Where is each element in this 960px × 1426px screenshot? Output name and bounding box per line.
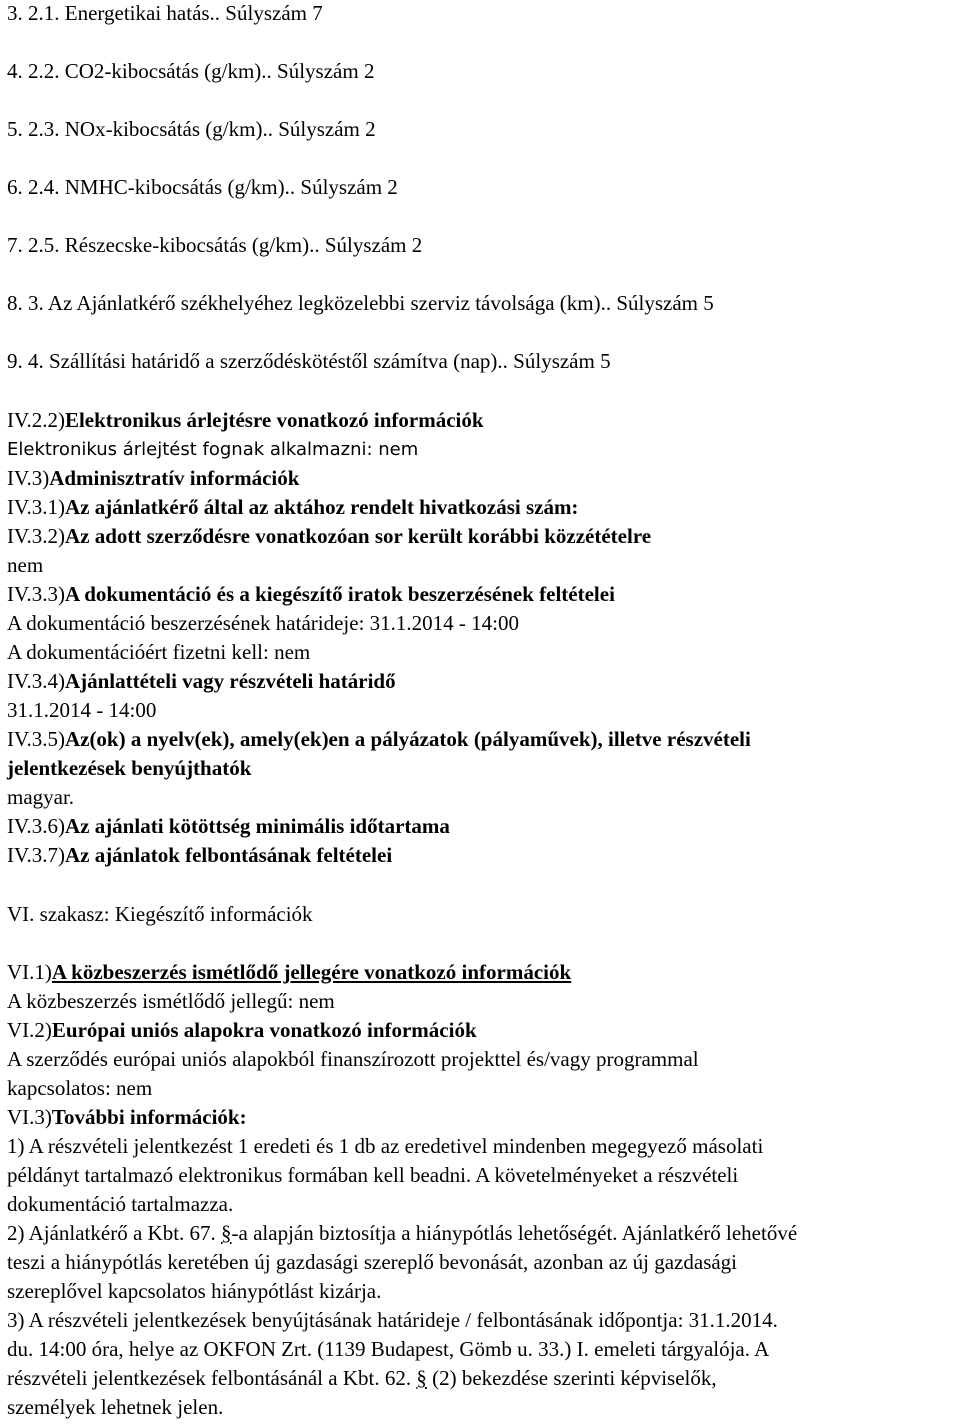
criterion-line: 8. 3. Az Ajánlatkérő székhelyéhez legközelebbi szerviz távolsága (km).. Súlyszám 5: [7, 291, 714, 315]
section-iv31-heading: [7, 494, 578, 520]
vi3-paragraph-line: [7, 1365, 717, 1391]
section-title: A közbeszerzés ismétlődő jellegére vonatkozó információk: [51, 960, 572, 984]
section-iv36-heading: [7, 813, 450, 839]
section-vi2-text: A szerződés európai uniós alapokból finanszírozott projekttel és/vagy programmal: [7, 1047, 699, 1071]
section-number: IV.3.5): [7, 727, 65, 751]
section-iv3-heading: [7, 465, 299, 491]
vi3-paragraph-line: dokumentáció tartalmazza.: [7, 1192, 234, 1216]
section-vi-heading: VI. szakasz: Kiegészítő információk: [7, 902, 313, 926]
text-fragment: -a alapján biztosítja a hiánypótlás lehetőségét. Ajánlatkérő lehetővé: [231, 1221, 798, 1245]
section-number: IV.3.7): [7, 843, 65, 867]
section-title: Az ajánlati kötöttség minimális időtartama: [64, 814, 450, 838]
section-title: Ajánlattételi vagy részvételi határidő: [64, 669, 396, 693]
section-number: IV.3.6): [7, 814, 65, 838]
section-title: Az ajánlatok felbontásának feltételei: [64, 843, 393, 867]
section-iv22-text: Elektronikus árlejtést fognak alkalmazni: nem: [7, 439, 419, 460]
section-title: Az adott szerződésre vonatkozóan sor került korábbi közzétételre: [64, 524, 652, 548]
section-title: Elektronikus árlejtésre vonatkozó információk: [64, 408, 484, 432]
vi3-paragraph-line: szereplővel kapcsolatos hiánypótlást kizárja.: [7, 1279, 382, 1303]
vi3-paragraph-line: du. 14:00 óra, helye az OKFON Zrt. (1139 Budapest, Gömb u. 33.) I. emeleti tárgyalója. A: [7, 1337, 770, 1361]
section-number: IV.3.1): [7, 495, 65, 519]
section-number: VI.1): [7, 960, 52, 984]
section-iv33-fee: A dokumentációért fizetni kell: nem: [7, 640, 311, 664]
criterion-line: 3. 2.1. Energetikai hatás.. Súlyszám 7: [7, 1, 323, 25]
section-title: További információk:: [51, 1105, 247, 1129]
section-number: IV.3): [7, 466, 50, 490]
section-vi2-text-cont: kapcsolatos: nem: [7, 1076, 153, 1100]
section-iv35-value: magyar.: [7, 785, 75, 809]
section-title: Az ajánlatkérő által az aktához rendelt hivatkozási szám:: [64, 495, 579, 519]
section-title: Adminisztratív információk: [49, 466, 300, 490]
section-iv34-heading: [7, 668, 396, 694]
section-vi2-heading: [7, 1017, 477, 1043]
section-iv32-heading: [7, 523, 651, 549]
section-number: IV.3.3): [7, 582, 65, 606]
section-iv33-heading: [7, 581, 615, 607]
section-number: IV.2.2): [7, 408, 65, 432]
vi3-paragraph-line: [7, 1220, 797, 1246]
section-title: A dokumentáció és a kiegészítő iratok beszerzésének feltételei: [64, 582, 615, 606]
criterion-line: 9. 4. Szállítási határidő a szerződéskötéstől számítva (nap).. Súlyszám 5: [7, 349, 611, 373]
section-title: Európai uniós alapokra vonatkozó információk: [51, 1018, 477, 1042]
section-iv35-heading: [7, 726, 751, 752]
section-iv35-heading-cont: jelentkezések benyújthatók: [7, 756, 252, 780]
section-iv37-heading: [7, 842, 392, 868]
vi3-paragraph-line: személyek lehetnek jelen.: [7, 1395, 224, 1419]
section-title: Az(ok) a nyelv(ek), amely(ek)en a pályázatok (pályaművek), illetve részvételi: [64, 727, 751, 751]
section-sign: §: [416, 1366, 427, 1390]
section-number: VI.3): [7, 1105, 52, 1129]
section-iv34-value: 31.1.2014 - 14:00: [7, 698, 157, 722]
section-iv22-heading: [7, 407, 484, 433]
text-fragment: 2) Ajánlatkérő a Kbt. 67.: [7, 1221, 216, 1245]
criterion-line: 4. 2.2. CO2-kibocsátás (g/km).. Súlyszám 2: [7, 59, 375, 83]
text-fragment: (2) bekezdése szerinti képviselők,: [432, 1366, 717, 1390]
section-number: IV.3.4): [7, 669, 65, 693]
vi3-paragraph-line: teszi a hiánypótlás keretében új gazdasági szereplő bevonását, azonban az új gazdasági: [7, 1250, 738, 1274]
criterion-line: 5. 2.3. NOx-kibocsátás (g/km).. Súlyszám 2: [7, 117, 376, 141]
criterion-line: 7. 2.5. Részecske-kibocsátás (g/km).. Súlyszám 2: [7, 233, 423, 257]
section-number: VI.2): [7, 1018, 52, 1042]
section-sign: §: [221, 1221, 232, 1245]
vi3-paragraph-line: 1) A részvételi jelentkezést 1 eredeti és 1 db az eredetivel mindenben megegyező másolati: [7, 1134, 764, 1158]
text-fragment: részvételi jelentkezések felbontásánál a Kbt. 62.: [7, 1366, 412, 1390]
section-iv32-value: nem: [7, 553, 44, 577]
section-iv33-deadline: A dokumentáció beszerzésének határideje: 31.1.2014 - 14:00: [7, 611, 519, 635]
vi3-paragraph-line: példányt tartalmazó elektronikus formában kell beadni. A követelményeket a részvételi: [7, 1163, 739, 1187]
vi3-paragraph-line: 3) A részvételi jelentkezések benyújtásának határideje / felbontásának időpontja: 31.1.2014.: [7, 1308, 778, 1332]
section-vi1-text: A közbeszerzés ismétlődő jellegű: nem: [7, 989, 335, 1013]
section-vi1-heading: [7, 959, 571, 985]
section-number: IV.3.2): [7, 524, 65, 548]
section-vi3-heading: [7, 1104, 247, 1130]
criterion-line: 6. 2.4. NMHC-kibocsátás (g/km).. Súlyszám 2: [7, 175, 398, 199]
